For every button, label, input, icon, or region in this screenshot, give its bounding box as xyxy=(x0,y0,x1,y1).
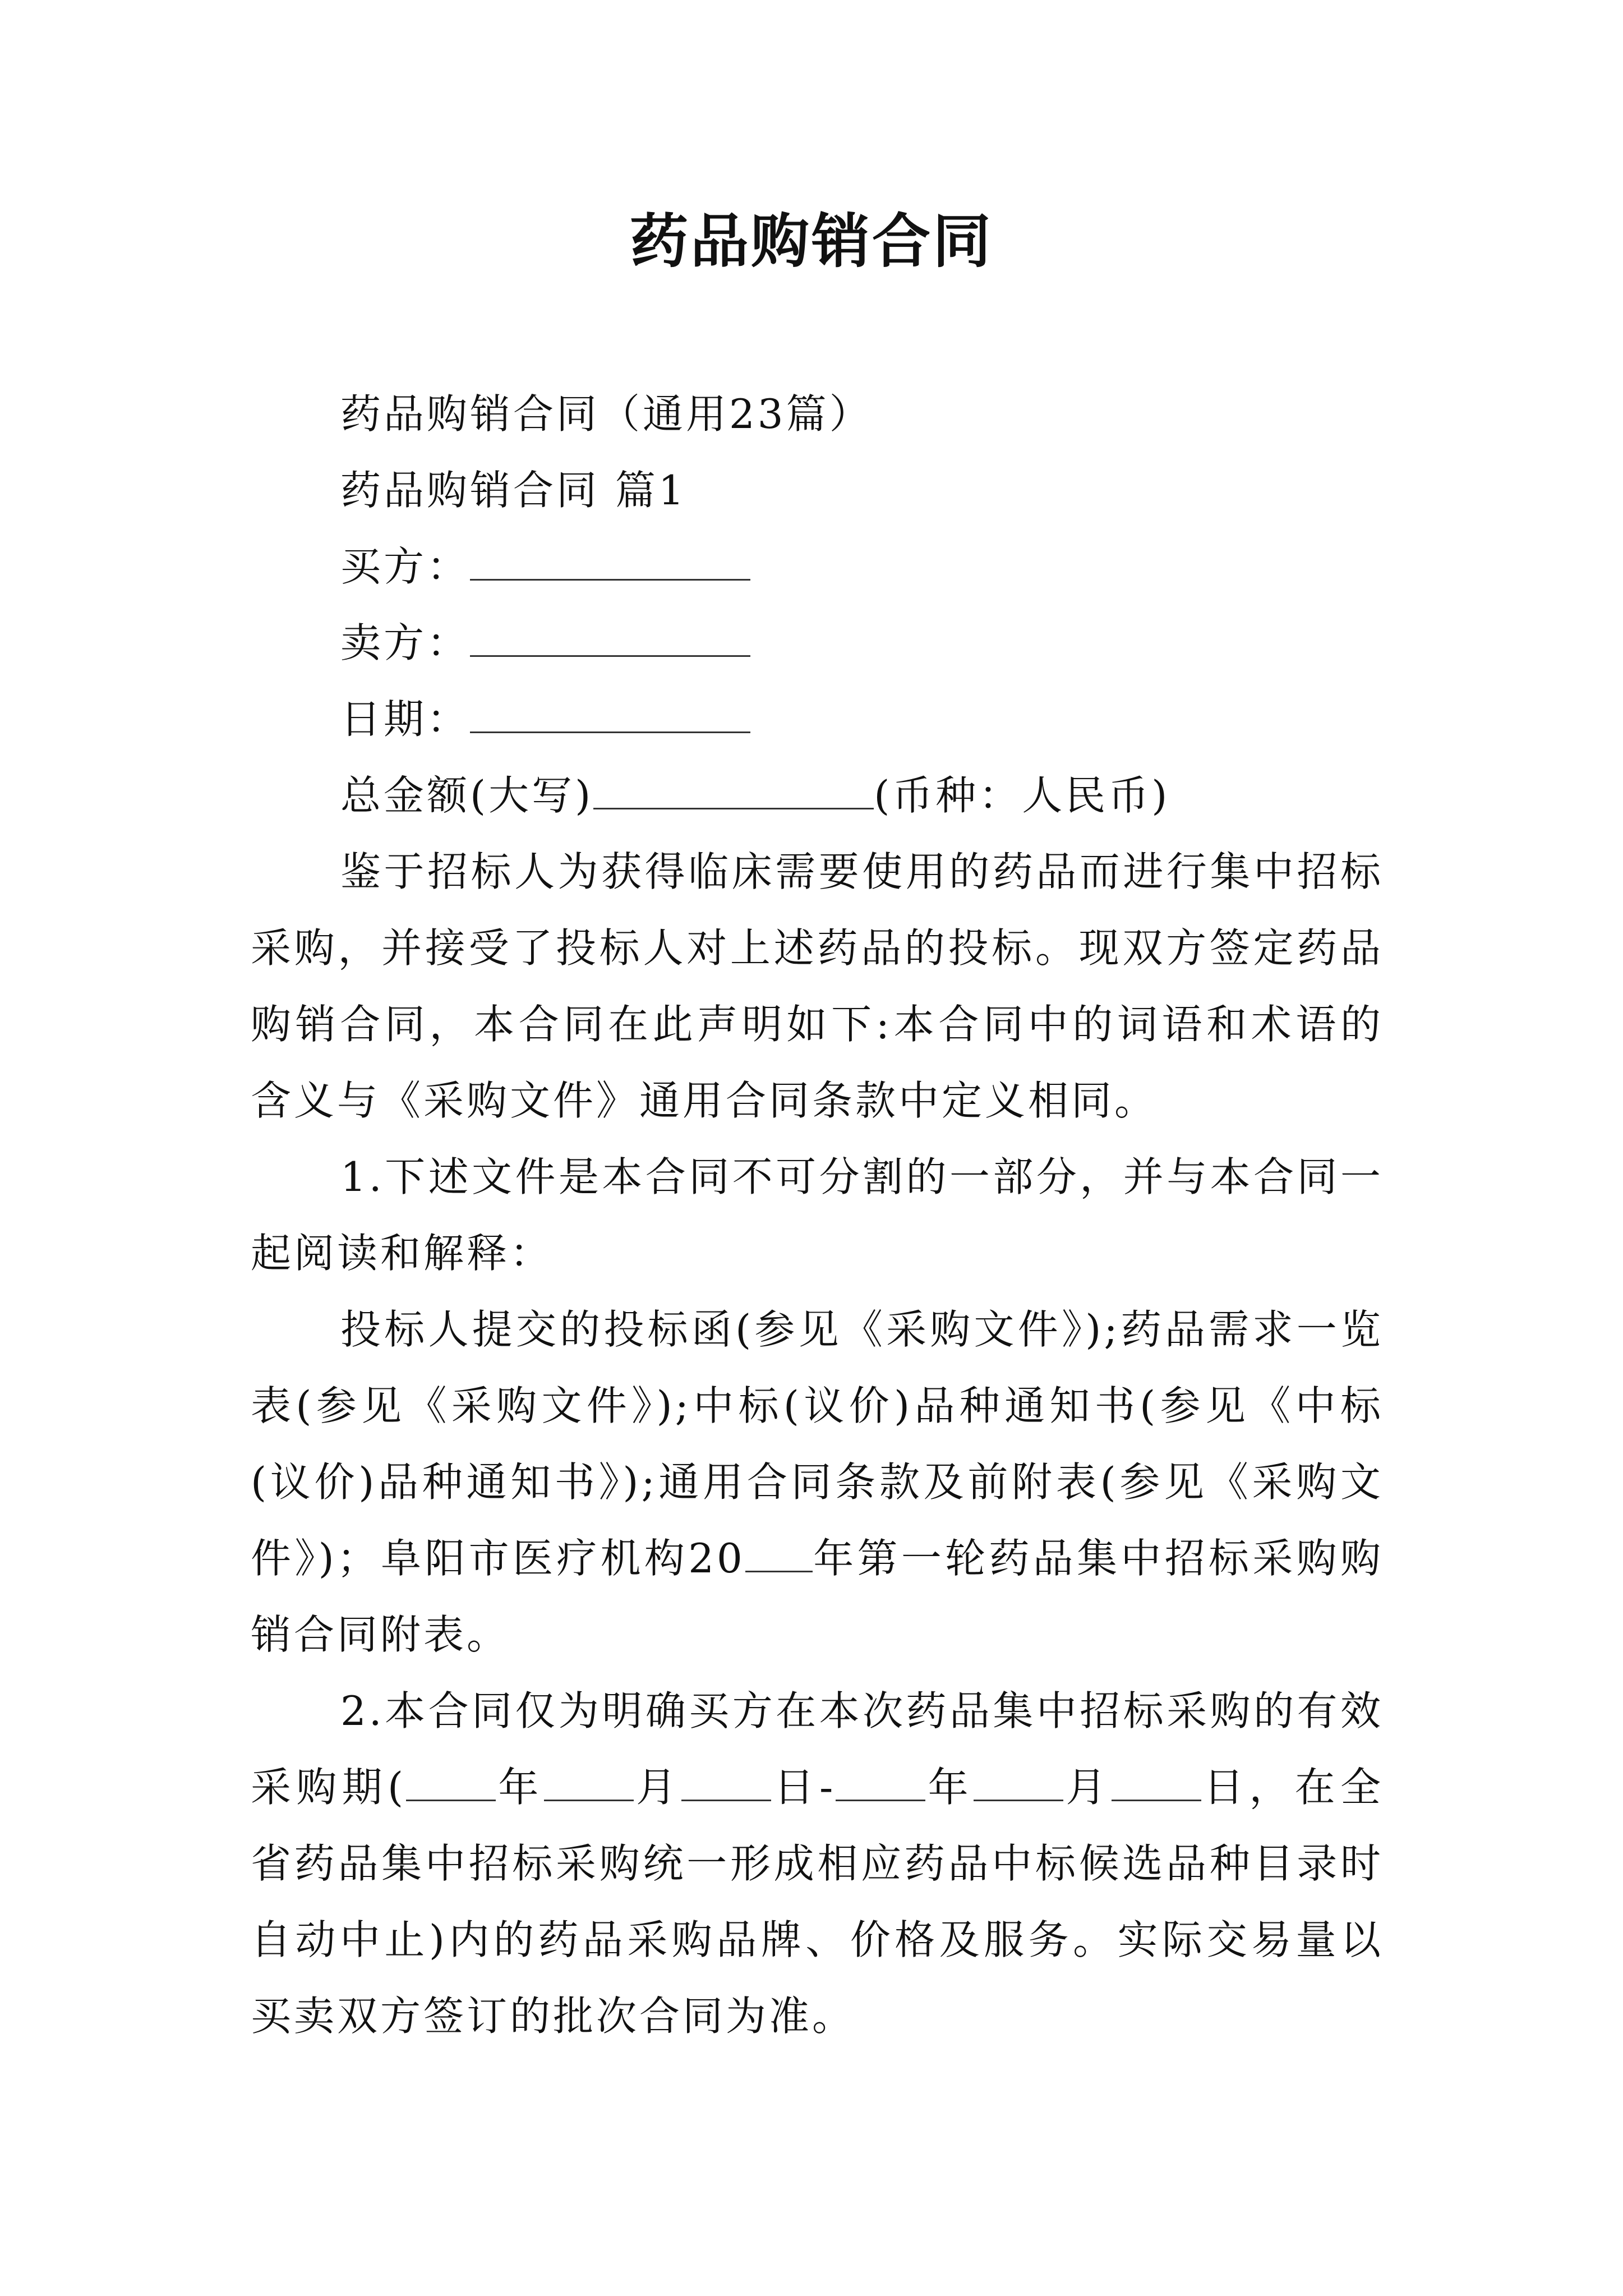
total-amount-line xyxy=(251,757,1384,834)
end-month-label: 月 xyxy=(1063,1764,1112,1811)
start-year-blank xyxy=(406,1757,496,1801)
document-body xyxy=(251,376,1384,2054)
end-day-blank xyxy=(1112,1757,1201,1801)
documents-paragraph xyxy=(251,1291,1384,1673)
clause-2-paragraph xyxy=(251,1673,1384,2054)
document-title: 药品购销合同 xyxy=(629,206,993,275)
start-year-label: 年 xyxy=(496,1764,544,1811)
buyer-blank xyxy=(470,536,750,581)
clause-2-text-b: 日，在全省药品集中招标采购统一形成相应药品中标候选品种目录时自动中止)内的药品采购品牌、价格及服务。实际交易量以买卖双方签订的批次合同为准。 xyxy=(251,1764,1384,2040)
currency-note: (币种：人民币) xyxy=(874,772,1170,819)
clause-2-text-a: 2.本合同仅为明确买方在本次药品集中招标采购的有效采购期( xyxy=(251,1687,1384,1811)
seller-line xyxy=(251,605,1384,681)
start-month-blank xyxy=(544,1757,634,1801)
date-label: 日期： xyxy=(340,696,471,743)
start-day-blank xyxy=(681,1757,771,1801)
end-year-blank xyxy=(836,1757,925,1801)
seller-blank xyxy=(470,613,750,657)
date-blank xyxy=(470,689,750,733)
documents-text-a: 投标人提交的投标函(参见《采购文件》);药品需求一览表(参见《采购文件》);中标(议价)品种通知书(参见《中标(议价)品种通知书》);通用合同条款及前附表(参见《采购文件》)；阜阳市医疗机构20 xyxy=(251,1306,1384,1582)
buyer-label: 买方： xyxy=(340,543,471,590)
clause-1-paragraph: 1.下述文件是本合同不可分割的一部分，并与本合同一起阅读和解释： xyxy=(251,1153,1384,1277)
buyer-line xyxy=(251,528,1384,605)
documents-text-b: 年第一轮药品集中招标采购购销合同附表。 xyxy=(251,1535,1384,1658)
document-subtitle: 药品购销合同（通用23篇） xyxy=(340,390,873,438)
total-label: 总金额(大写) xyxy=(340,772,594,819)
start-month-label: 月 xyxy=(633,1764,682,1811)
total-amount-blank xyxy=(593,765,874,809)
year-blank xyxy=(745,1528,813,1572)
start-day-label: 日- xyxy=(771,1764,836,1811)
seller-label: 卖方： xyxy=(340,619,471,666)
end-year-label: 年 xyxy=(925,1764,974,1811)
end-month-blank xyxy=(974,1757,1063,1801)
section-heading: 药品购销合同 篇1 xyxy=(340,467,687,514)
date-line xyxy=(251,681,1384,757)
intro-paragraph: 鉴于招标人为获得临床需要使用的药品而进行集中招标采购，并接受了投标人对上述药品的投标。现双方签定药品购销合同，本合同在此声明如下:本合同中的词语和术语的含义与《采购文件》通用合同条款中定义相同。 xyxy=(251,848,1384,1124)
